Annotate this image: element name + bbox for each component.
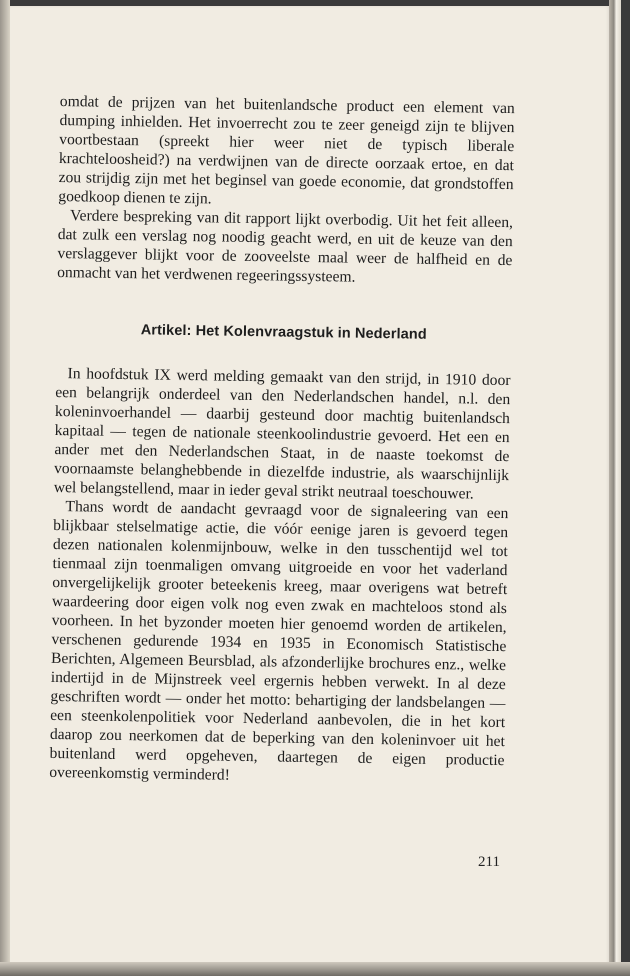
page-number: 211 <box>478 854 500 870</box>
book-spine-edge <box>0 0 10 976</box>
page-fore-edge <box>609 0 621 976</box>
section-heading: Artikel: Het Kolenvraagstuk in Nederland <box>140 322 427 343</box>
page-text-block <box>49 92 515 789</box>
paragraph-4: Thans wordt de aandacht gevraagd voor de signaleering van een blijkbaar stelselmatige actie, die vóór eenige jaren is gevoerd tegen dezen nationalen kolenmijnbouw, welke in den tusschentijd wel tot tienmaal zijn toenmaligen omvang uitgroeide en voor het vaderland onvergelijkelijk grooter beteekenis kreeg, maar overigens wat betreft waardeering door eigen volk nog even zwak en machteloos stond als voorheen. In het byzonder moeten hier genoemd worden de artikelen, verschenen gedurende 1934 en 1935 in Economisch Statistische Berichten, Algemeen Beursblad, als afzonderlijke brochures enz., welke indertijd in de Mijnstreek veel ergernis hebben verwekt. In al deze geschriften wordt — onder het motto: behartiging der landsbelangen — een steenkolenpolitiek voor Nederland aanbevolen, die in het kort daarop zou neerkomen dat de beperking van den koleninvoer uit het buitenland werd opgeheven, daartegen de eigen productie overeenkomstig verminderd! <box>49 498 509 784</box>
paragraph-3: In hoofdstuk IX werd melding gemaakt van den strijd, in 1910 door een belangrijk onderdeel van den Nederlandschen handel, n.l. den koleninvoerhandel — daarbij gesteund door machtig buitenlandsch kapitaal — tegen de nationale steenkoolindustrie gevoerd. Het een en ander met den Nederlandschen Staat, in de naaste toekomst de voornaamste belanghebbende in diezelfde industrie, als waarschijnlijk wel belangstellend, maar in ieder geval strikt neutraal toeschouwer. <box>53 365 511 503</box>
paragraph-2: Verdere bespreking van dit rapport lijkt overbodig. Uit het feit alleen, dat zulk een verslag nog noodig geacht werd, en uit de keuze van den verslaggever blijkt voor de zooveelste maal weer de halfheid en de onmacht van het verdwenen regeeringssysteem. <box>57 207 514 286</box>
book-bottom-edge <box>0 962 630 976</box>
paragraph-1: omdat de prijzen van het buitenlandsche product een element van dumping inhielden. Het invoerrecht zou te zeer geneigd zijn te blijven voortbestaan (spreekt hier weer niet de typisch liberale krachteloosheid?) na verdwijnen van de directe oorzaak ertoe, en dat zou strijdig zijn met het beginsel van goede economie, dat grondstoffen goedkoop dienen te zijn. <box>58 92 515 208</box>
